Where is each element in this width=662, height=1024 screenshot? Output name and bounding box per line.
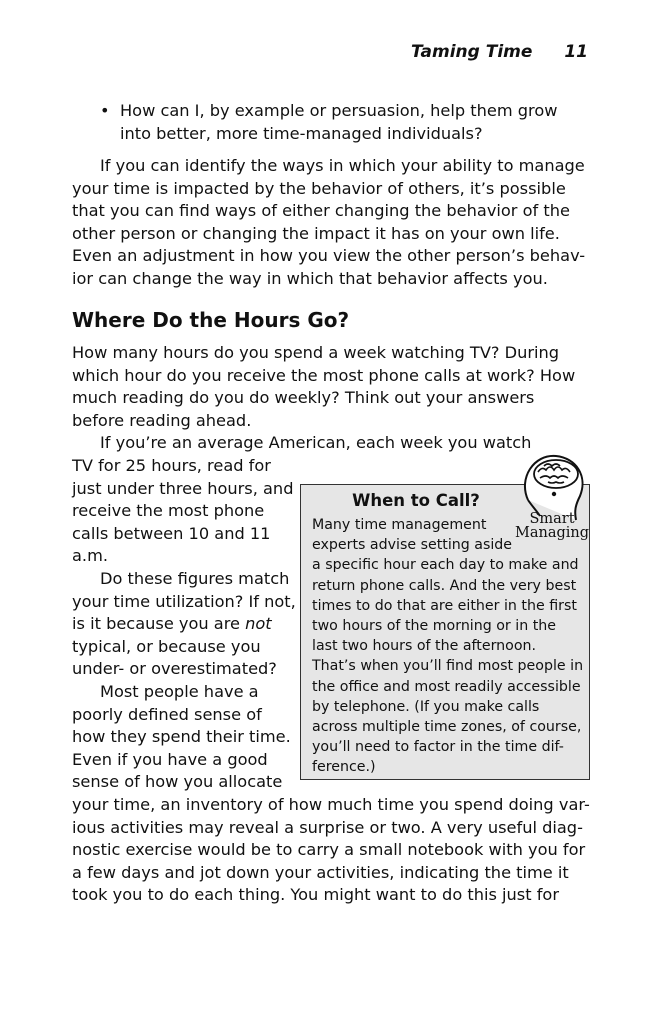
text-line (72, 613, 297, 636)
sidebar-text (312, 515, 584, 778)
text-segment: is it because you are (72, 614, 246, 634)
text-line: If you can identify the ways in which your ability to manage (100, 156, 585, 175)
logo-line: Smart (529, 511, 575, 527)
text-line: took you to do each thing. You might want to do this just for (72, 885, 559, 905)
text-line: other person or changing the impact it has on your own life. (72, 223, 560, 243)
text-line: how they spend their time. (72, 727, 291, 747)
text-line: ior can change the way in which that behavior affects you. (72, 268, 548, 288)
text-line: Even an adjustment in how you view the other person’s behav- (72, 246, 586, 266)
text-line: before reading ahead. (72, 410, 252, 430)
narrow-column-text (72, 455, 297, 794)
running-title: Taming Time (410, 42, 533, 62)
text-line: TV for 25 hours, read for (72, 456, 271, 475)
text-line: your time is impacted by the behavior of others, it’s possible (72, 178, 566, 198)
text-line: typical, or because you (72, 636, 261, 656)
bullet-dot-icon: • (100, 101, 110, 120)
text-line: much reading do you do weekly? Think out your answers (72, 388, 535, 408)
paragraph-3 (72, 794, 590, 907)
section-heading: Where Do the Hours Go? (72, 308, 350, 332)
text-line: How many hours do you spend a week watching TV? During (72, 343, 560, 362)
text-line: you’ll need to factor in the time dif- (312, 739, 564, 756)
page-number: 11 (564, 42, 588, 62)
text-line: your time utilization? If not, (72, 591, 296, 611)
text-line: Do these figures match (100, 568, 290, 588)
paragraph-1 (72, 155, 590, 291)
text-line: calls between 10 and 11 (72, 523, 271, 543)
text-line: across multiple time zones, of course, (312, 719, 582, 736)
text-line: by telephone. (If you make calls (312, 698, 540, 715)
text-line: just under three hours, and (72, 478, 294, 498)
text-line: return phone calls. And the very best (312, 577, 577, 594)
text-line: last two hours of the afternoon. (312, 638, 536, 655)
text-line: ference.) (312, 759, 376, 776)
text-line: into better, more time-managed individuals? (120, 123, 483, 143)
text-line: sense of how you allocate (72, 772, 283, 792)
running-header (411, 42, 588, 62)
logo-line: Managing (514, 525, 589, 541)
text-line: the office and most readily accessible (312, 678, 581, 695)
text-line: That’s when you’ll find most people in (312, 658, 584, 675)
smart-managing-logo (512, 512, 592, 540)
text-line: under- or overestimated? (72, 659, 277, 679)
sidebar-title: When to Call? (352, 491, 480, 510)
text-line: a specific hour each day to make and (312, 557, 579, 574)
text-line: a few days and jot down your activities, indicating the time it (72, 862, 569, 882)
text-line: experts advise setting aside (312, 537, 513, 554)
text-line: receive the most phone (72, 501, 265, 521)
bullet-item (100, 100, 590, 145)
text-line: If you’re an average American, each week you watch (100, 433, 532, 453)
text-line: ious activities may reveal a surprise or two. A very useful diag- (72, 817, 583, 837)
text-line: times to do that are either in the first (312, 597, 577, 614)
paragraph-2 (72, 342, 590, 455)
text-line: two hours of the morning or in the (312, 618, 557, 635)
text-line: How can I, by example or persuasion, help them grow (120, 101, 558, 120)
text-line: Even if you have a good (72, 749, 268, 769)
text-line: which hour do you receive the most phone calls at work? How (72, 365, 576, 385)
text-line: poorly defined sense of (72, 704, 262, 724)
text-line: a.m. (72, 546, 108, 566)
text-line: Many time management (312, 517, 487, 533)
bullet-text (120, 100, 590, 145)
text-line: that you can find ways of either changing the behavior of the (72, 201, 570, 221)
text-line: nostic exercise would be to carry a small notebook with you for (72, 840, 586, 860)
emphasis-text: not (245, 614, 272, 634)
text-line: Most people have a (100, 681, 259, 701)
text-line: your time, an inventory of how much time you spend doing var- (72, 795, 590, 814)
